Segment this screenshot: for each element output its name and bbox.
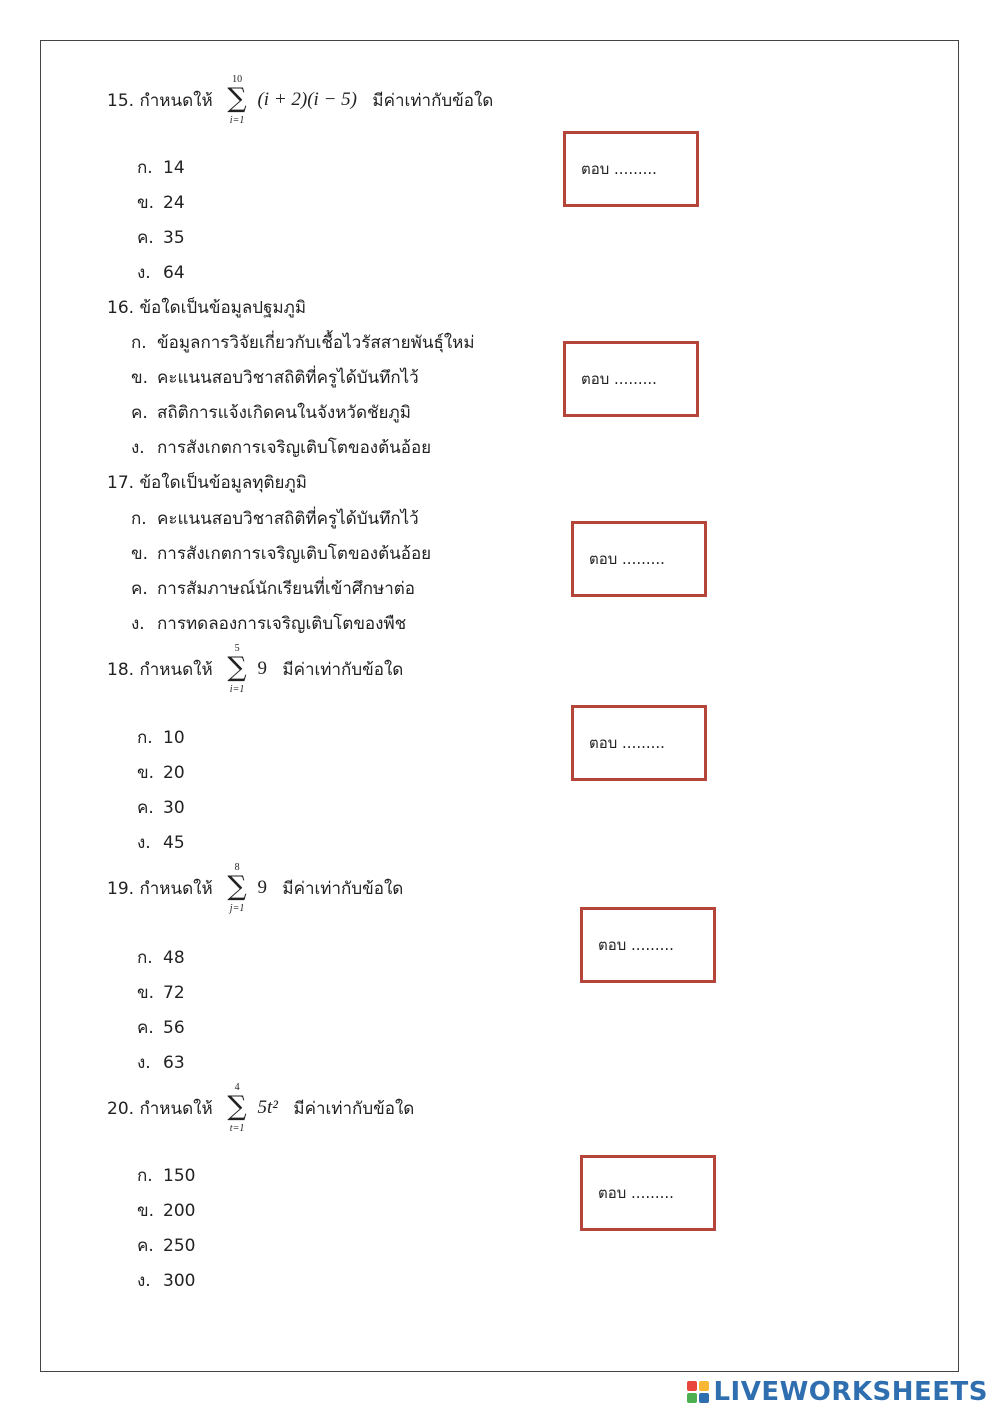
brand-text: LIVEWORKSHEETS <box>713 1377 988 1407</box>
sum-lower: i=1 <box>229 115 245 126</box>
answer-label: ตอบ ......... <box>598 1184 674 1202</box>
sum-lower: t=1 <box>229 1123 245 1134</box>
answer-label: ตอบ ......... <box>581 370 657 388</box>
answer-label: ตอบ ......... <box>589 734 665 752</box>
q19-option-d: ง. 63 <box>137 1053 185 1073</box>
q19-option-b: ข. 72 <box>137 983 185 1003</box>
question-18-suffix: มีค่าเท่ากับข้อใด <box>282 659 404 680</box>
q15-option-d: ง. 64 <box>137 263 185 283</box>
sigma-icon: ∑ <box>227 871 247 902</box>
answer-label: ตอบ ......... <box>589 550 665 568</box>
question-20 <box>107 1082 414 1134</box>
question-18 <box>107 643 403 695</box>
sum-lower: i=1 <box>229 684 245 695</box>
sum-expression: 9 <box>257 658 267 679</box>
answer-box-16[interactable] <box>563 341 699 417</box>
q19-option-c: ค. 56 <box>137 1018 185 1038</box>
summation-15 <box>224 74 250 126</box>
answer-box-20[interactable] <box>580 1155 716 1231</box>
sigma-icon: ∑ <box>227 652 247 683</box>
sum-expression: 9 <box>257 877 267 898</box>
sum-upper: 8 <box>234 862 240 873</box>
logo-square <box>687 1381 697 1391</box>
q20-option-c: ค. 250 <box>137 1236 196 1256</box>
q16-option-c: ค. สถิติการแจ้งเกิดคนในจังหวัดชัยภูมิ <box>131 403 411 423</box>
q18-option-c: ค. 30 <box>137 798 185 818</box>
q17-option-b: ข. การสังเกตการเจริญเติบโตของต้นอ้อย <box>131 544 432 564</box>
question-19-suffix: มีค่าเท่ากับข้อใด <box>282 878 404 899</box>
q20-option-a: ก. 150 <box>137 1166 196 1186</box>
question-16: 16. ข้อใดเป็นข้อมูลปฐมภูมิ <box>107 298 307 318</box>
question-19-prefix: 19. กำหนดให้ <box>107 878 213 899</box>
liveworksheets-logo <box>687 1378 988 1406</box>
question-15-suffix: มีค่าเท่ากับข้อใด <box>372 90 494 111</box>
answer-box-18[interactable] <box>571 705 707 781</box>
sum-lower: j=1 <box>229 903 245 914</box>
answer-label: ตอบ ......... <box>598 936 674 954</box>
question-20-suffix: มีค่าเท่ากับข้อใด <box>293 1098 415 1119</box>
logo-square <box>687 1393 697 1403</box>
sum-expression: (i + 2)(i − 5) <box>257 89 357 110</box>
q15-option-a: ก. 14 <box>137 158 185 178</box>
sum-expression: 5t² <box>257 1097 278 1118</box>
question-18-prefix: 18. กำหนดให้ <box>107 659 213 680</box>
answer-box-19[interactable] <box>580 907 716 983</box>
answer-label: ตอบ ......... <box>581 160 657 178</box>
q17-option-d: ง. การทดลองการเจริญเติบโตของพืช <box>131 614 407 634</box>
q18-option-d: ง. 45 <box>137 833 185 853</box>
sigma-icon: ∑ <box>227 83 247 114</box>
q18-option-b: ข. 20 <box>137 763 185 783</box>
question-15-prefix: 15. กำหนดให้ <box>107 90 213 111</box>
q15-option-b: ข. 24 <box>137 193 185 213</box>
q16-option-b: ข. คะแนนสอบวิชาสถิติที่ครูได้บันทึกไว้ <box>131 368 419 388</box>
summation-19 <box>224 862 250 914</box>
q16-option-a: ก. ข้อมูลการวิจัยเกี่ยวกับเชื้อไวรัสสายพันธุ์ใหม่ <box>131 333 475 353</box>
summation-18 <box>224 643 250 695</box>
logo-square <box>699 1393 709 1403</box>
sigma-icon: ∑ <box>227 1091 247 1122</box>
logo-grid-icon <box>687 1381 709 1403</box>
q17-option-a: ก. คะแนนสอบวิชาสถิติที่ครูได้บันทึกไว้ <box>131 509 419 529</box>
q17-option-c: ค. การสัมภาษณ์นักเรียนที่เข้าศึกษาต่อ <box>131 579 415 599</box>
q20-option-d: ง. 300 <box>137 1271 196 1291</box>
sum-upper: 4 <box>234 1082 240 1093</box>
q16-option-d: ง. การสังเกตการเจริญเติบโตของต้นอ้อย <box>131 438 432 458</box>
answer-box-17[interactable] <box>571 521 707 597</box>
sum-upper: 10 <box>232 74 243 85</box>
summation-20 <box>224 1082 250 1134</box>
question-17: 17. ข้อใดเป็นข้อมูลทุติยภูมิ <box>107 473 307 493</box>
q18-option-a: ก. 10 <box>137 728 185 748</box>
sum-upper: 5 <box>234 643 240 654</box>
question-15 <box>107 74 493 126</box>
question-19 <box>107 862 403 914</box>
q20-option-b: ข. 200 <box>137 1201 196 1221</box>
q15-option-c: ค. 35 <box>137 228 185 248</box>
logo-square <box>699 1381 709 1391</box>
question-20-prefix: 20. กำหนดให้ <box>107 1098 213 1119</box>
q19-option-a: ก. 48 <box>137 948 185 968</box>
answer-box-15[interactable] <box>563 131 699 207</box>
